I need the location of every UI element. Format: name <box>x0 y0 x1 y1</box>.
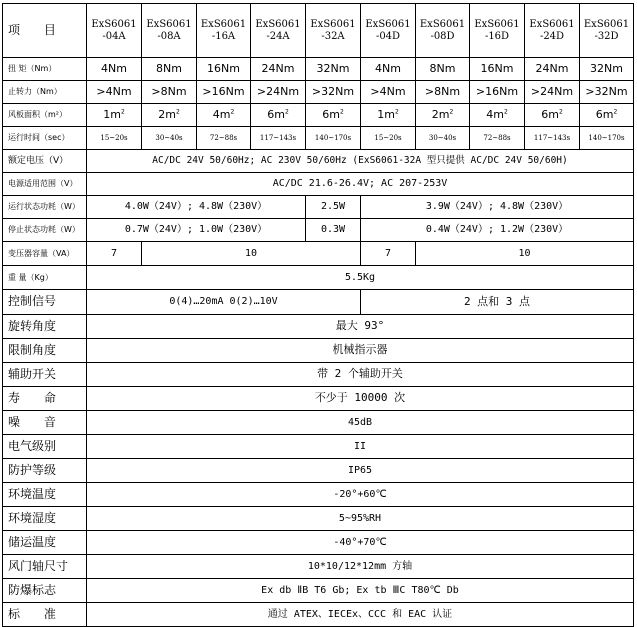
storage-row <box>3 531 634 555</box>
transformer-cell: 10 <box>416 242 634 266</box>
torque-cell: 32Nm <box>580 58 634 81</box>
control-row <box>3 290 634 315</box>
torque-cell: 32Nm <box>306 58 361 81</box>
life-value: 不少于 10000 次 <box>87 387 634 411</box>
row-label: 扭 矩（Nm） <box>3 58 87 81</box>
runtime-cell: 30~40s <box>416 127 470 150</box>
model-header: ExS6061 -08D <box>416 4 470 58</box>
standard-value: 通过 ATEX、IECEx、CCC 和 EAC 认证 <box>87 603 634 627</box>
area-cell: $1m^2$ <box>87 104 142 127</box>
torque-cell: 4Nm <box>361 58 416 81</box>
aux-row <box>3 363 634 387</box>
model-header: ExS6061 -32D <box>580 4 634 58</box>
stall-row <box>3 81 634 104</box>
amb-hum-row <box>3 507 634 531</box>
row-label: 电源适用范围（V） <box>3 173 87 196</box>
runtime-cell: 72~88s <box>197 127 251 150</box>
stop-power-mid: 0.3W <box>306 219 361 242</box>
runtime-cell: 15~20s <box>361 127 416 150</box>
noise-row <box>3 411 634 435</box>
runtime-cell: 30~40s <box>142 127 197 150</box>
transformer-cell: 7 <box>361 242 416 266</box>
amb-temp-value: -20°+60℃ <box>87 483 634 507</box>
row-label: 防护等级 <box>3 459 87 483</box>
run-power-d: 3.9W（24V）; 4.8W（230V） <box>361 196 634 219</box>
life-row <box>3 387 634 411</box>
row-label: 停止状态功耗（W） <box>3 219 87 242</box>
stall-cell: >4Nm <box>87 81 142 104</box>
rotation-row <box>3 315 634 339</box>
row-label: 运行时间（sec） <box>3 127 87 150</box>
voltage-range-row <box>3 173 634 196</box>
standard-row <box>3 603 634 627</box>
amb-hum-value: 5~95%RH <box>87 507 634 531</box>
torque-cell: 16Nm <box>197 58 251 81</box>
row-label: 止转力（Nm） <box>3 81 87 104</box>
area-cell: $4m^2$ <box>197 104 251 127</box>
amb-temp-row <box>3 483 634 507</box>
ex-mark-row <box>3 579 634 603</box>
model-header: ExS6061 -04D <box>361 4 416 58</box>
elec-class-row <box>3 435 634 459</box>
row-label: 辅助开关 <box>3 363 87 387</box>
stall-cell: >8Nm <box>416 81 470 104</box>
shaft-row <box>3 555 634 579</box>
row-label: 噪 音 <box>3 411 87 435</box>
torque-cell: 24Nm <box>525 58 580 81</box>
row-label: 旋转角度 <box>3 315 87 339</box>
model-header: ExS6061 -08A <box>142 4 197 58</box>
row-label: 防爆标志 <box>3 579 87 603</box>
area-cell: $4m^2$ <box>470 104 525 127</box>
rated-voltage-value: AC/DC 24V 50/60Hz; AC 230V 50/60Hz (ExS6061-32A 型只提供 AC/DC 24V 50/60H) <box>87 150 634 173</box>
transformer-cell: 10 <box>142 242 361 266</box>
runtime-cell: 140~170s <box>306 127 361 150</box>
elec-class-value: II <box>87 435 634 459</box>
row-label: 储运温度 <box>3 531 87 555</box>
stop-power-row <box>3 219 634 242</box>
runtime-cell: 15~20s <box>87 127 142 150</box>
run-power-a: 4.0W（24V）; 4.8W（230V） <box>87 196 306 219</box>
control-analog: 0(4)…20mA 0(2)…10V <box>87 290 361 315</box>
rated-voltage-row <box>3 150 634 173</box>
voltage-range-value: AC/DC 21.6-26.4V; AC 207-253V <box>87 173 634 196</box>
model-header: ExS6061 -24A <box>251 4 306 58</box>
protection-value: IP65 <box>87 459 634 483</box>
limit-row <box>3 339 634 363</box>
runtime-cell: 117~143s <box>251 127 306 150</box>
row-label: 风板面积（m²） <box>3 104 87 127</box>
row-label: 标 准 <box>3 603 87 627</box>
area-cell: $2m^2$ <box>142 104 197 127</box>
ex-mark-value: Ex db ⅡB T6 Gb; Ex tb ⅢC T80℃ Db <box>87 579 634 603</box>
storage-value: -40°+70℃ <box>87 531 634 555</box>
row-label: 额定电压（V） <box>3 150 87 173</box>
row-label: 运行状态功耗（W） <box>3 196 87 219</box>
rotation-value: 最大 93° <box>87 315 634 339</box>
run-power-mid: 2.5W <box>306 196 361 219</box>
weight-row <box>3 266 634 290</box>
row-label: 变压器容量（VA） <box>3 242 87 266</box>
stall-cell: >32Nm <box>306 81 361 104</box>
runtime-cell: 72~88s <box>470 127 525 150</box>
torque-cell: 8Nm <box>416 58 470 81</box>
torque-cell: 16Nm <box>470 58 525 81</box>
weight-value: 5.5Kg <box>87 266 634 290</box>
area-cell: $2m^2$ <box>416 104 470 127</box>
model-header: ExS6061 -24D <box>525 4 580 58</box>
model-header: ExS6061 -16D <box>470 4 525 58</box>
runtime-row <box>3 127 634 150</box>
spec-table <box>2 3 634 627</box>
torque-cell: 4Nm <box>87 58 142 81</box>
area-cell: $6m^2$ <box>525 104 580 127</box>
area-cell: $6m^2$ <box>580 104 634 127</box>
stop-power-d: 0.4W（24V）; 1.2W（230V） <box>361 219 634 242</box>
area-cell: $6m^2$ <box>306 104 361 127</box>
stall-cell: >24Nm <box>525 81 580 104</box>
area-row <box>3 104 634 127</box>
model-header: ExS6061 -32A <box>306 4 361 58</box>
transformer-row <box>3 242 634 266</box>
limit-value: 机械指示器 <box>87 339 634 363</box>
noise-value: 45dB <box>87 411 634 435</box>
row-label: 环境湿度 <box>3 507 87 531</box>
model-header: ExS6061 -04A <box>87 4 142 58</box>
row-label: 限制角度 <box>3 339 87 363</box>
stop-power-a: 0.7W（24V）; 1.0W（230V） <box>87 219 306 242</box>
transformer-cell: 7 <box>87 242 142 266</box>
header-row <box>3 4 634 58</box>
torque-cell: 24Nm <box>251 58 306 81</box>
stall-cell: >16Nm <box>197 81 251 104</box>
row-label: 电气级别 <box>3 435 87 459</box>
row-label: 风门轴尺寸 <box>3 555 87 579</box>
runtime-cell: 140~170s <box>580 127 634 150</box>
stall-cell: >4Nm <box>361 81 416 104</box>
area-cell: $6m^2$ <box>251 104 306 127</box>
area-cell: $1m^2$ <box>361 104 416 127</box>
row-label: 控制信号 <box>3 290 87 315</box>
protection-row <box>3 459 634 483</box>
model-header: ExS6061 -16A <box>197 4 251 58</box>
torque-row <box>3 58 634 81</box>
stall-cell: >24Nm <box>251 81 306 104</box>
runtime-cell: 117~143s <box>525 127 580 150</box>
run-power-row <box>3 196 634 219</box>
stall-cell: >32Nm <box>580 81 634 104</box>
row-label: 寿 命 <box>3 387 87 411</box>
control-point: 2 点和 3 点 <box>361 290 634 315</box>
item-header: 项 目 <box>3 4 87 58</box>
shaft-value: 10*10/12*12mm 方轴 <box>87 555 634 579</box>
row-label: 重 量（Kg） <box>3 266 87 290</box>
aux-value: 带 2 个辅助开关 <box>87 363 634 387</box>
torque-cell: 8Nm <box>142 58 197 81</box>
stall-cell: >16Nm <box>470 81 525 104</box>
stall-cell: >8Nm <box>142 81 197 104</box>
row-label: 环境温度 <box>3 483 87 507</box>
